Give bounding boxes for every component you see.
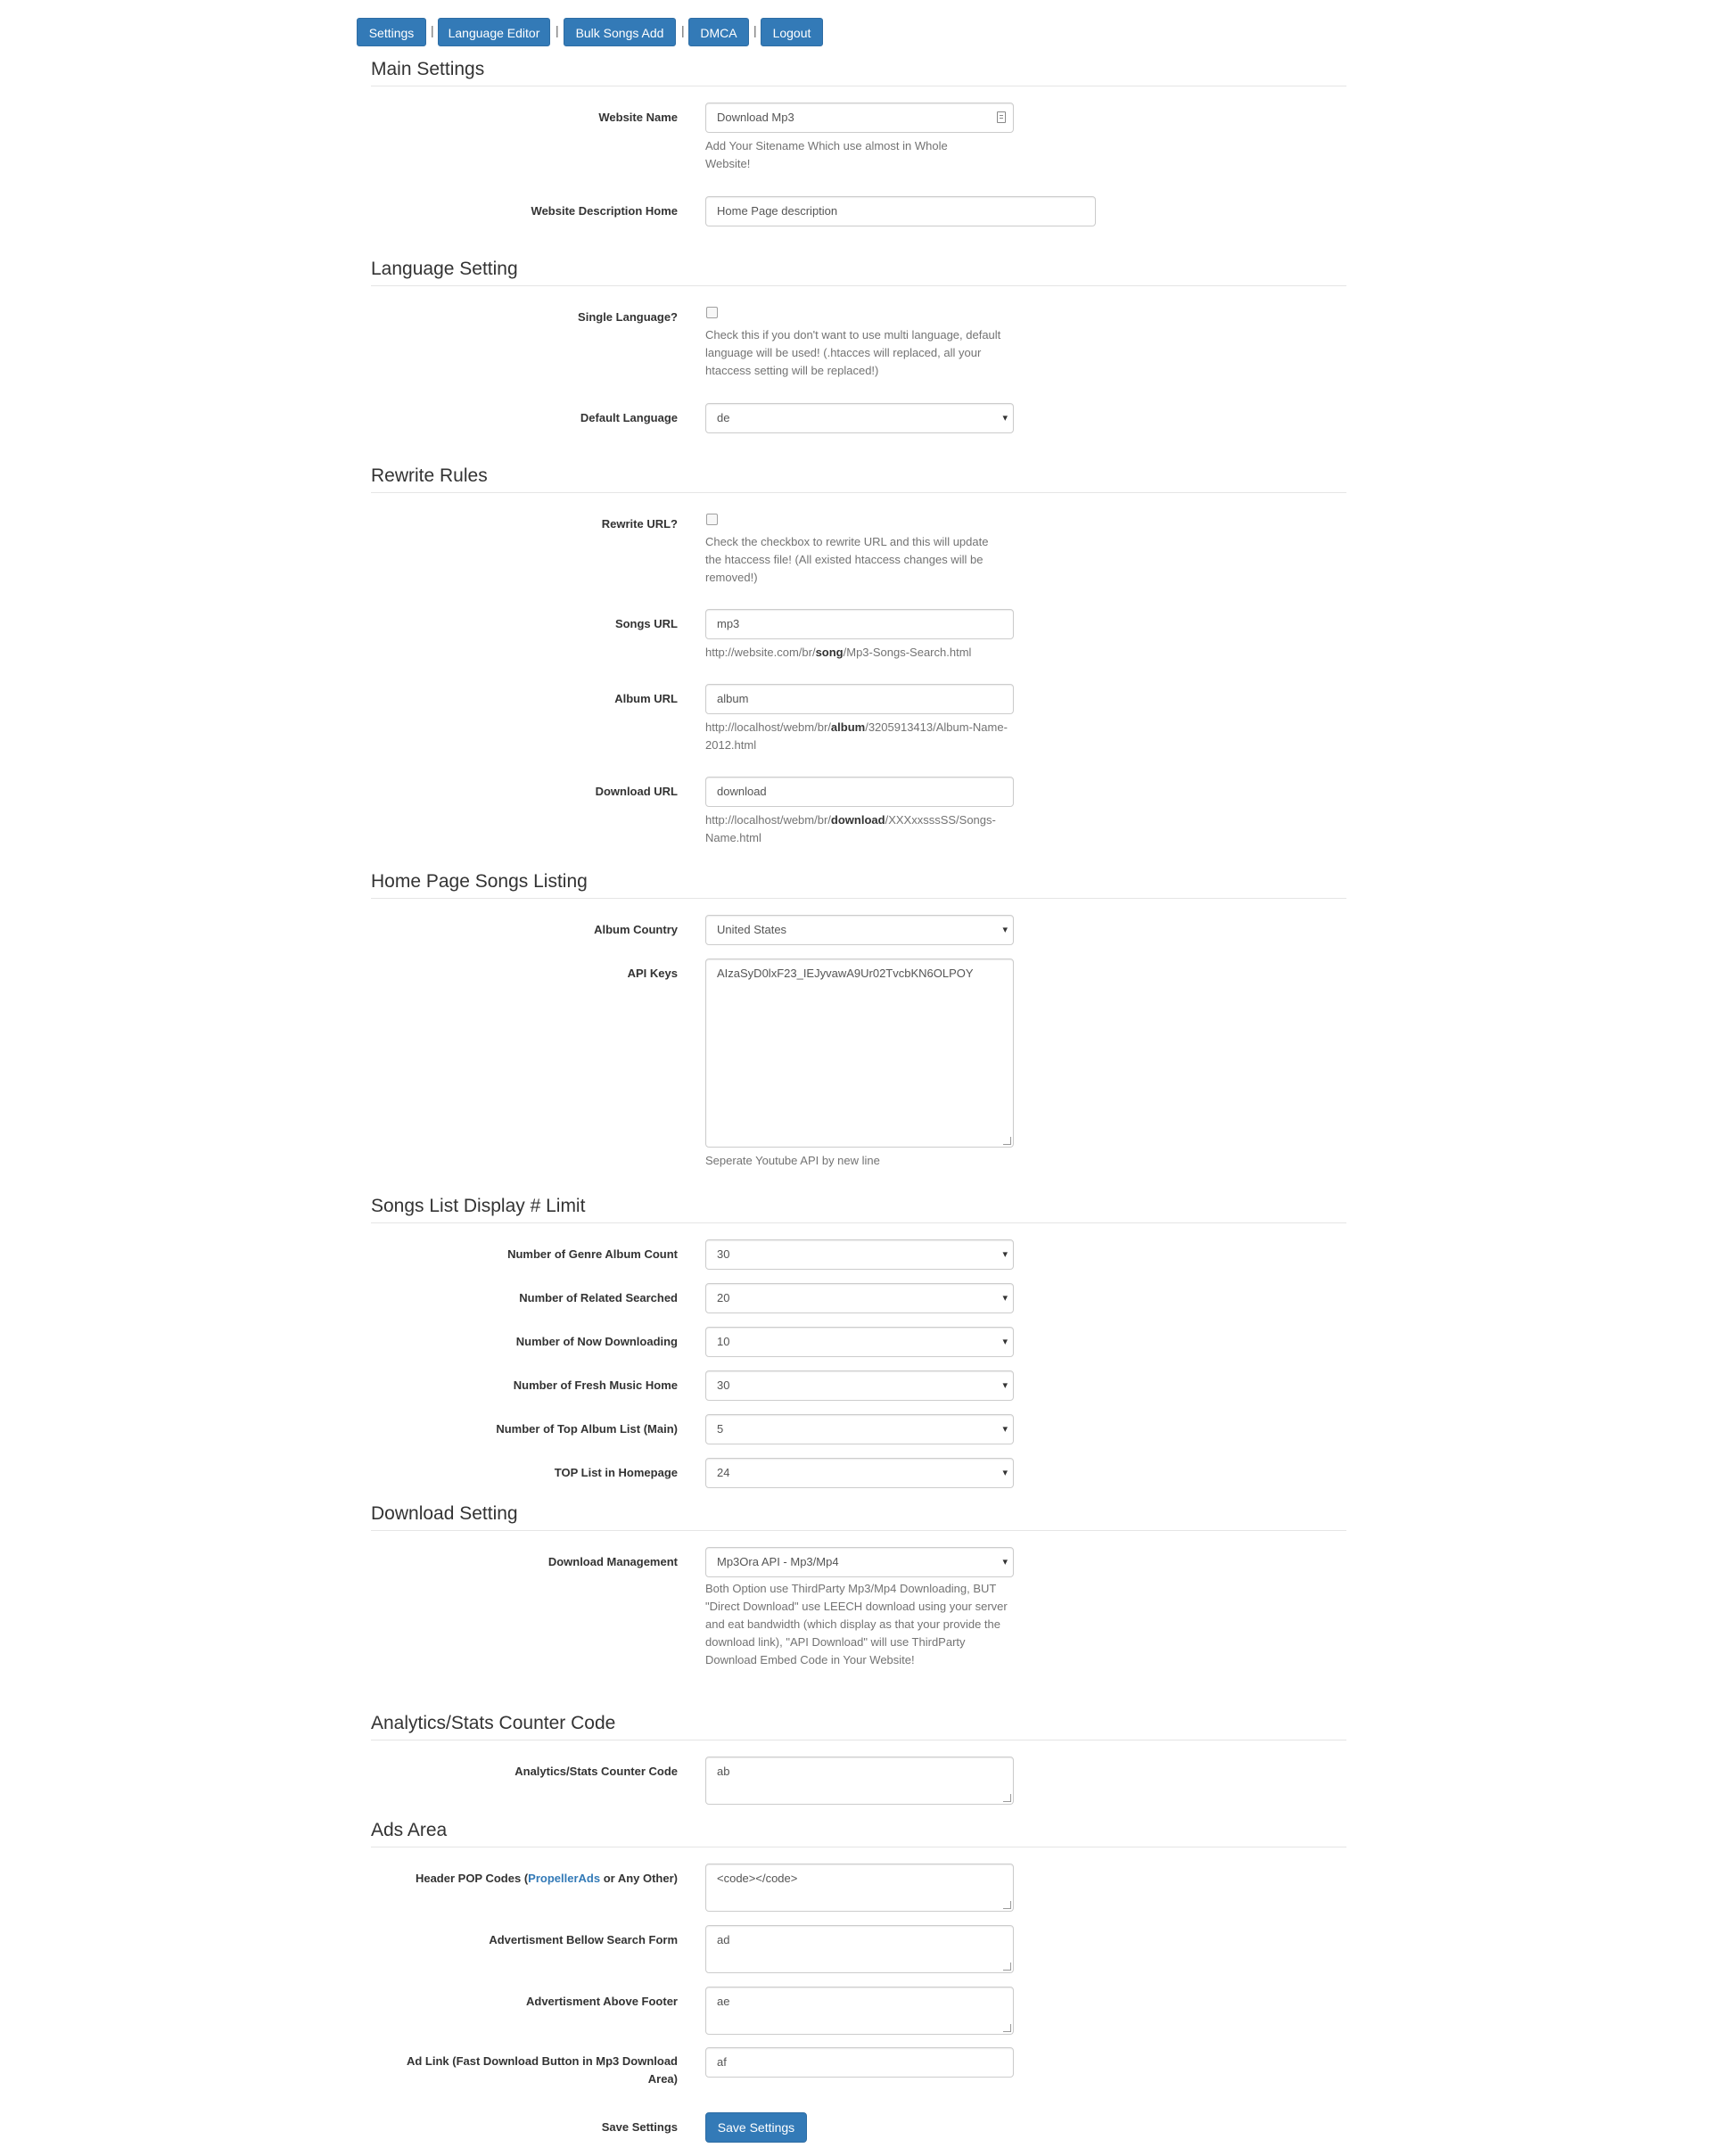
- related-searched-select[interactable]: 20 ▾: [705, 1283, 1014, 1313]
- website-desc-label: Website Description Home: [531, 204, 678, 218]
- section-home-listing: Home Page Songs Listing: [371, 871, 1346, 899]
- section-analytics: Analytics/Stats Counter Code: [371, 1713, 1346, 1740]
- resize-grip-icon[interactable]: [1003, 1137, 1011, 1145]
- album-url-help: [705, 719, 1017, 754]
- album-url-help-bold: album: [830, 720, 866, 734]
- songs-url-help-bold: song: [815, 646, 844, 659]
- fresh-music-select[interactable]: 30 ▾: [705, 1370, 1014, 1401]
- save-settings-label: Save Settings: [601, 2120, 678, 2134]
- genre-album-select[interactable]: 30 ▾: [705, 1239, 1014, 1270]
- single-language-checkbox[interactable]: [706, 307, 718, 318]
- analytics-code-value: ab: [717, 1765, 730, 1778]
- songs-url-help-prefix: http://website.com/br/: [705, 646, 816, 659]
- nav-separator: |: [431, 23, 434, 37]
- website-name-input[interactable]: [705, 103, 1014, 133]
- api-keys-textarea[interactable]: [705, 959, 1014, 1148]
- header-pop-label-prefix: Header POP Codes (: [415, 1872, 529, 1885]
- now-downloading-label: Number of Now Downloading: [515, 1335, 678, 1348]
- now-downloading-select[interactable]: 10 ▾: [705, 1327, 1014, 1357]
- below-search-textarea[interactable]: [705, 1925, 1014, 1973]
- top-album-select[interactable]: 5 ▾: [705, 1414, 1014, 1444]
- nav-separator: |: [681, 23, 685, 37]
- album-url-help-prefix: http://localhost/webm/br/: [705, 720, 831, 734]
- resize-grip-icon[interactable]: [1003, 1901, 1011, 1909]
- songs-url-help-suffix: /Mp3-Songs-Search.html: [843, 646, 972, 659]
- header-pop-label: [357, 1870, 678, 1888]
- above-footer-value: ae: [717, 1995, 730, 2008]
- download-url-label: Download URL: [595, 785, 678, 798]
- download-management-label: Download Management: [547, 1555, 678, 1568]
- album-country-label: Album Country: [594, 923, 678, 936]
- header-pop-textarea[interactable]: [705, 1864, 1014, 1912]
- api-keys-help: Seperate Youtube API by new line: [705, 1154, 880, 1167]
- fresh-music-label: Number of Fresh Music Home: [513, 1378, 678, 1392]
- save-settings-button[interactable]: Save Settings: [705, 2112, 807, 2143]
- album-country-select[interactable]: United States ▾: [705, 915, 1014, 945]
- single-language-help: Check this if you don't want to use multi language, default language will be used! (.htacces will replaced, all your htaccess setting will be replaced!): [705, 328, 1001, 377]
- above-footer-label: Advertisment Above Footer: [526, 1995, 678, 2008]
- header-pop-label-suffix: or Any Other): [600, 1872, 678, 1885]
- api-keys-value: AIzaSyD0lxF23_IEJyvawA9Ur02TvcbKN6OLPOY: [717, 967, 974, 980]
- analytics-code-textarea[interactable]: [705, 1757, 1014, 1805]
- default-language-label: Default Language: [580, 411, 678, 424]
- download-management-select[interactable]: Mp3Ora API - Mp3/Mp4 ▾: [705, 1547, 1014, 1577]
- section-rewrite-rules: Rewrite Rules: [371, 465, 1346, 493]
- below-search-label: Advertisment Bellow Search Form: [489, 1933, 678, 1946]
- default-language-select[interactable]: de ▾: [705, 403, 1014, 433]
- album-url-help-suffix: /3205913413/Album-Name-2012.html: [705, 720, 1008, 752]
- api-keys-label: API Keys: [627, 967, 678, 980]
- related-searched-label: Number of Related Searched: [519, 1291, 678, 1304]
- download-url-input[interactable]: download: [705, 777, 1014, 807]
- nav-language-editor-button[interactable]: Language Editor: [438, 18, 550, 46]
- analytics-code-label: Analytics/Stats Counter Code: [514, 1765, 678, 1778]
- website-desc-input[interactable]: Home Page description: [705, 196, 1096, 226]
- autofill-icon[interactable]: [997, 111, 1006, 123]
- website-name-help: Add Your Sitename Which use almost in Whole Website!: [705, 139, 948, 170]
- download-url-help: [705, 811, 1026, 847]
- album-url-label: Album URL: [614, 692, 678, 705]
- single-language-label: Single Language?: [578, 310, 678, 324]
- ad-link-label: Ad Link (Fast Download Button in Mp3 Download Area): [406, 2054, 678, 2086]
- songs-url-label: Songs URL: [614, 617, 678, 630]
- download-url-help-prefix: http://localhost/webm/br/: [705, 813, 831, 827]
- album-url-input[interactable]: album: [705, 684, 1014, 714]
- resize-grip-icon[interactable]: [1003, 1963, 1011, 1971]
- website-name-value: Download Mp3: [717, 111, 794, 124]
- above-footer-textarea[interactable]: [705, 1987, 1014, 2035]
- download-url-help-suffix: /XXXxxsssSS/Songs-Name.html: [705, 813, 996, 844]
- download-management-help: Both Option use ThirdParty Mp3/Mp4 Downloading, BUT "Direct Download" use LEECH download using your server and eat bandwidth (which display as that your provide the download link), "API Download" will use ThirdParty Download Embed Code in Your Website!: [705, 1582, 1008, 1666]
- top-list-select[interactable]: 24 ▾: [705, 1458, 1014, 1488]
- download-url-help-bold: download: [830, 813, 885, 827]
- songs-url-input[interactable]: mp3: [705, 609, 1014, 639]
- nav-separator: |: [753, 23, 757, 37]
- top-album-label: Number of Top Album List (Main): [496, 1422, 678, 1436]
- genre-album-label: Number of Genre Album Count: [507, 1247, 678, 1261]
- website-name-label: Website Name: [598, 111, 678, 124]
- nav-separator: |: [556, 23, 559, 37]
- nav-logout-button[interactable]: Logout: [761, 18, 823, 46]
- section-download-setting: Download Setting: [371, 1503, 1346, 1531]
- header-pop-value: <code></code>: [717, 1872, 798, 1885]
- section-display-limit: Songs List Display # Limit: [371, 1196, 1346, 1223]
- propellerads-link[interactable]: PropellerAds: [528, 1872, 601, 1885]
- songs-url-help: [705, 644, 1026, 662]
- rewrite-url-label: Rewrite URL?: [601, 517, 678, 531]
- nav-settings-button[interactable]: Settings: [357, 18, 426, 46]
- resize-grip-icon[interactable]: [1003, 2024, 1011, 2032]
- section-main-settings: Main Settings: [371, 59, 1346, 86]
- resize-grip-icon[interactable]: [1003, 1794, 1011, 1802]
- ad-link-input[interactable]: af: [705, 2047, 1014, 2078]
- section-language-setting: Language Setting: [371, 259, 1346, 286]
- rewrite-url-help: Check the checkbox to rewrite URL and this will update the htaccess file! (All existed htaccess changes will be removed!): [705, 535, 989, 584]
- top-list-label: TOP List in Homepage: [554, 1466, 678, 1479]
- nav-bulk-songs-add-button[interactable]: Bulk Songs Add: [564, 18, 676, 46]
- nav-dmca-button[interactable]: DMCA: [688, 18, 749, 46]
- rewrite-url-checkbox[interactable]: [706, 514, 718, 525]
- below-search-value: ad: [717, 1933, 730, 1946]
- section-ads: Ads Area: [371, 1820, 1346, 1847]
